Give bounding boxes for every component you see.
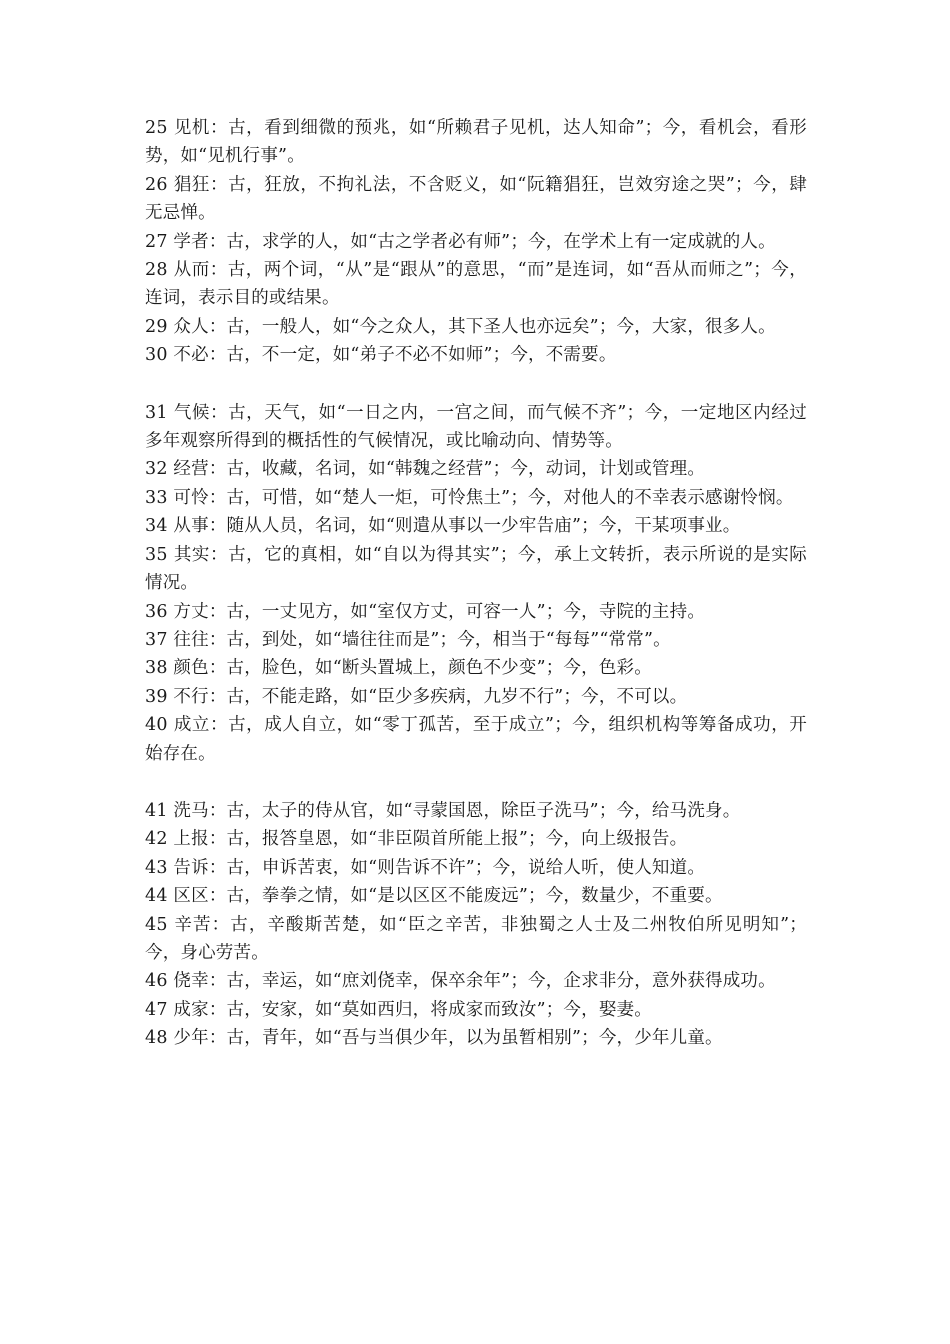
- entry-43: 43 告诉：古，申诉苦衷，如“则告诉不许”；今，说给人听，使人知道。: [145, 857, 706, 878]
- entry-group-2: [145, 399, 807, 768]
- section-gap: [145, 768, 807, 797]
- entry-31: 31 气候：古，天气，如“一日之内，一宫之间，而气候不齐”；今，一定地区内经过多年观察所得到的概括性的气候情况，或比喻动向、情势等。: [145, 402, 807, 452]
- entry-34: 34 从事：随从人员，名词，如“则遣从事以一少牢告庙”；今，干某项事业。: [145, 516, 741, 537]
- entry-group-1: [145, 114, 807, 370]
- section-gap: [145, 370, 807, 399]
- entry-35: 35 其实：古，它的真相，如“自以为得其实”；今，承上文转折，表示所说的是实际情况。: [145, 544, 807, 594]
- entry-29: 29 众人：古，一般人，如“今之众人，其下圣人也亦远矣”；今，大家，很多人。: [145, 316, 776, 337]
- entry-39: 39 不行：古，不能走路，如“臣少多疾病，九岁不行”；今，不可以。: [145, 686, 688, 707]
- entry-41: 41 洗马：古，太子的侍从官，如“寻蒙国恩，除臣子洗马”；今，给马洗身。: [145, 800, 741, 821]
- entry-26: 26 猖狂：古，狂放，不拘礼法，不含贬义，如“阮籍猖狂，岂效穷途之哭”；今，肆无忌惮。: [145, 174, 807, 224]
- entry-36: 36 方丈：古，一丈见方，如“室仅方丈，可容一人”；今，寺院的主持。: [145, 601, 706, 622]
- entry-38: 38 颜色：古，脸色，如“断头置城上，颜色不少变”；今，色彩。: [145, 658, 652, 679]
- entry-44: 44 区区：古，拳拳之情，如“是以区区不能废远”；今，数量少，不重要。: [145, 886, 723, 907]
- entry-30: 30 不必：古，不一定，如“弟子不必不如师”；今，不需要。: [145, 345, 617, 366]
- entry-37: 37 往往：古，到处，如“墙往往而是”；今，相当于“每每”“常常”。: [145, 629, 671, 650]
- entry-42: 42 上报：古，报答皇恩，如“非臣陨首所能上报”；今，向上级报告。: [145, 829, 688, 850]
- entry-47: 47 成家：古，安家，如“莫如西归，将成家而致汝”；今，娶妻。: [145, 999, 652, 1020]
- entry-40: 40 成立：古，成人自立，如“零丁孤苦，至于成立”；今，组织机构等筹备成功，开始存在。: [145, 715, 807, 764]
- entry-48: 48 少年：古，青年，如“吾与当俱少年，以为虽暂相别”；今，少年儿童。: [145, 1028, 723, 1049]
- entry-27: 27 学者：古，求学的人，如“古之学者必有师”；今，在学术上有一定成就的人。: [145, 231, 776, 252]
- entry-46: 46 侥幸：古，幸运，如“庶刘侥幸，保卒余年”；今，企求非分，意外获得成功。: [145, 971, 776, 992]
- entry-32: 32 经营：古，收藏，名词，如“韩魏之经营”；今，动词，计划或管理。: [145, 459, 706, 480]
- entry-33: 33 可怜：古，可惜，如“楚人一炬，可怜焦土”；今，对他人的不幸表示感谢怜悯。: [145, 487, 794, 508]
- document-body: [145, 114, 807, 1053]
- entry-group-3: [145, 797, 807, 1053]
- entry-45: 45 辛苦：古，辛酸斯苦楚，如“臣之辛苦，非独蜀之人士及二州牧伯所见明知”；今，身心劳苦。: [145, 914, 807, 963]
- entry-28: 28 从而：古，两个词，“从”是“跟从”的意思，“而”是连词，如“吾从而师之”；今，连词，表示目的或结果。: [145, 260, 807, 309]
- entry-25: 25 见机：古，看到细微的预兆，如“所赖君子见机，达人知命”；今，看机会，看形势，如“见机行事”。: [145, 118, 807, 167]
